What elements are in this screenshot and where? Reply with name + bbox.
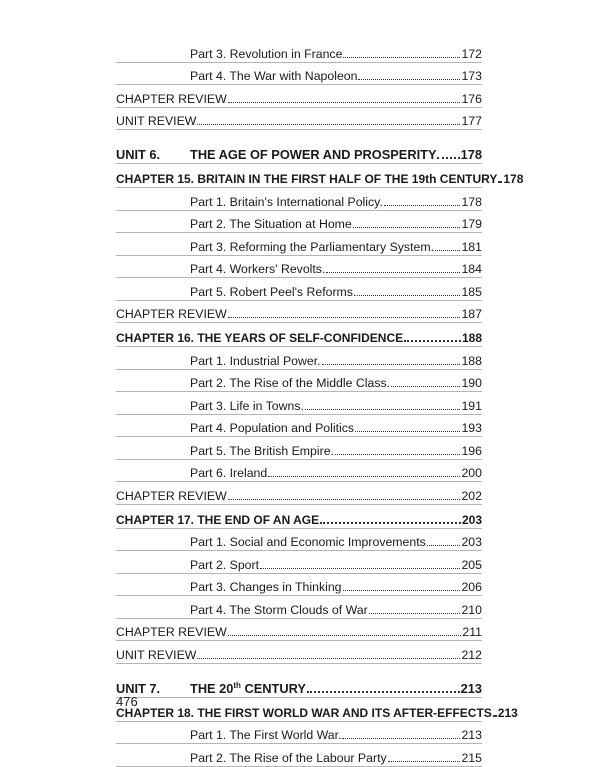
toc-entry-page: 181	[461, 239, 482, 254]
toc-entry-label: Part 1. Social and Economic Improvements	[190, 535, 426, 549]
toc-entry-page: 178	[461, 194, 482, 209]
leader-dots	[335, 453, 460, 455]
toc-entry-page: 202	[461, 488, 482, 503]
leader-dots	[307, 690, 460, 693]
toc-entry-label: CHAPTER REVIEW	[116, 307, 227, 321]
toc-entry-page: 206	[461, 580, 482, 594]
toc-entry-part	[116, 437, 482, 458]
toc-entry-page: 203	[461, 512, 482, 527]
toc-entry-review	[116, 301, 482, 322]
toc-entry-unit	[116, 138, 482, 162]
leader-dots	[268, 475, 460, 477]
toc-entry-label: Part 1. Industrial Power.	[190, 353, 321, 368]
toc-entry-label: Part 5. The British Empire.	[190, 443, 334, 458]
toc-entry-label: CHAPTER 18. THE FIRST WORLD WAR AND ITS AFTER-EFFECTS	[116, 705, 492, 720]
toc-entry-label: CHAPTER 17. THE END OF AN AGE	[116, 512, 320, 527]
toc-entry-part	[116, 233, 482, 254]
leader-dots	[305, 408, 461, 410]
toc-entry-label: Part 3. Changes in Thinking	[190, 580, 342, 594]
divider-line	[116, 766, 482, 767]
leader-dots	[343, 589, 461, 591]
toc-entry-label: CHAPTER REVIEW	[116, 488, 227, 503]
toc-entry-label: Part 3. Reforming the Parliamentary System.	[190, 239, 434, 254]
toc-entry-page: 184	[461, 262, 482, 276]
toc-entry-part	[116, 574, 482, 595]
leader-dots	[355, 430, 460, 432]
toc-entry-part	[116, 211, 482, 232]
toc-entry-page: 213	[497, 705, 518, 720]
leader-dots	[498, 180, 502, 183]
toc-entry-label: Part 2. The Rise of the Labour Party	[190, 750, 387, 765]
toc-entry-page: 205	[461, 557, 482, 572]
toc-entry-page: 210	[461, 602, 482, 617]
leader-dots	[228, 316, 461, 318]
toc-entry-review	[116, 641, 482, 662]
toc-entry-chapter	[116, 505, 482, 527]
toc-entry-part	[116, 188, 482, 209]
leader-dots	[260, 567, 460, 569]
toc-entry-page: 212	[461, 647, 482, 662]
toc-entry-label: Part 4. The Storm Clouds of War	[190, 602, 368, 617]
divider-line	[116, 129, 482, 130]
toc-unit-number: UNIT 6.	[116, 147, 161, 162]
leader-dots	[391, 385, 460, 387]
page-number: 476	[116, 694, 138, 709]
toc-entry-unit	[116, 672, 482, 696]
toc-entry-part	[116, 722, 482, 743]
toc-entry-part	[116, 415, 482, 436]
leader-dots	[320, 521, 461, 524]
toc-entry-page: 172	[461, 46, 482, 61]
leader-dots	[197, 657, 460, 659]
toc-entry-review	[116, 85, 482, 106]
leader-dots	[357, 294, 460, 296]
toc-entry-part	[116, 278, 482, 299]
toc-entry-page: 185	[461, 284, 482, 299]
toc-entry-page: 176	[461, 91, 482, 106]
leader-dots	[435, 249, 460, 251]
toc-entry-page: 188	[461, 331, 482, 345]
toc-unit-number: UNIT 7.	[116, 680, 161, 696]
leader-dots	[343, 56, 460, 58]
leader-dots	[493, 714, 497, 717]
toc-entry-page: 188	[461, 353, 482, 368]
toc-entry-page: 178	[503, 172, 524, 186]
toc-entry-label: Part 5. Robert Peel's Reforms.	[190, 284, 357, 299]
divider-line	[116, 663, 482, 664]
leader-dots	[369, 612, 461, 614]
toc-entry-label: Part 4. Workers' Revolts.	[190, 262, 326, 276]
toc-entry-part	[116, 529, 482, 550]
toc-entry-page: 213	[461, 728, 482, 742]
toc-entry-part	[116, 370, 482, 391]
toc-entry-label: Part 2. Sport	[190, 557, 260, 572]
toc-entry-review	[116, 108, 482, 129]
leader-dots	[322, 363, 461, 365]
toc-entry-page: 215	[461, 750, 482, 765]
toc-entry-page: 213	[460, 680, 482, 696]
leader-dots	[388, 760, 461, 762]
toc-entry-label: Part 4. The War with Napoleon	[190, 69, 358, 83]
leader-dots	[358, 78, 460, 80]
toc-entry-label: CHAPTER 15. BRITAIN IN THE FIRST HALF OF THE 19th CENTURY	[116, 172, 498, 186]
toc-entry-chapter	[116, 698, 518, 720]
toc-entry-label: UNIT REVIEW	[116, 647, 197, 662]
toc-entry-label: Part 3. Revolution in France	[190, 46, 343, 61]
toc-entry-label: THE 20th CENTURY	[190, 680, 306, 696]
toc-entry-label: Part 1. The First World War.	[190, 728, 342, 742]
toc-entry-part	[116, 63, 482, 84]
toc-entry-part	[116, 596, 482, 617]
toc-entry-review	[116, 482, 482, 503]
toc-entry-label: CHAPTER 16. THE YEARS OF SELF-CONFIDENCE	[116, 331, 404, 345]
toc-entry-review	[116, 619, 482, 640]
toc-entry-page: 193	[461, 421, 482, 435]
toc-entry-page: 187	[461, 307, 482, 321]
leader-dots	[228, 498, 461, 500]
toc-entry-page: 190	[461, 376, 482, 390]
leader-dots	[384, 204, 461, 206]
leader-dots	[404, 339, 461, 342]
toc-entry-page: 179	[461, 217, 482, 231]
toc-entry-label: UNIT REVIEW	[116, 114, 197, 128]
table-of-contents	[116, 40, 524, 767]
leader-dots	[342, 737, 460, 739]
toc-entry-part	[116, 347, 482, 368]
toc-entry-page: 191	[461, 398, 482, 413]
toc-entry-part	[116, 460, 482, 481]
toc-entry-part	[116, 40, 482, 61]
toc-entry-label: Part 4. Population and Politics	[190, 421, 355, 435]
toc-entry-label: Part 3. Life in Towns.	[190, 398, 304, 413]
leader-dots	[228, 101, 461, 103]
toc-entry-page: 177	[461, 114, 482, 128]
leader-dots	[437, 156, 459, 159]
toc-entry-chapter	[116, 164, 524, 186]
toc-entry-page: 178	[460, 147, 482, 162]
toc-entry-label: Part 2. The Rise of the Middle Class.	[190, 376, 391, 390]
toc-entry-page: 200	[461, 466, 482, 480]
leader-dots	[197, 123, 460, 125]
toc-entry-label: CHAPTER REVIEW	[116, 91, 227, 106]
toc-entry-page: 173	[461, 69, 482, 83]
toc-entry-page: 211	[462, 625, 482, 639]
leader-dots	[353, 226, 461, 228]
leader-dots	[326, 271, 460, 273]
toc-entry-part	[116, 744, 482, 765]
toc-entry-chapter	[116, 323, 482, 345]
toc-entry-label: Part 6. Ireland	[190, 466, 268, 480]
toc-entry-label: THE AGE OF POWER AND PROSPERITY	[190, 147, 437, 162]
leader-dots	[427, 544, 461, 546]
toc-entry-label: Part 1. Britain's International Policy.	[190, 194, 383, 209]
toc-entry-part	[116, 256, 482, 277]
leader-dots	[228, 634, 462, 636]
toc-entry-label: Part 2. The Situation at Home	[190, 217, 352, 231]
toc-entry-page: 203	[461, 535, 482, 549]
toc-entry-part	[116, 392, 482, 413]
toc-entry-page: 196	[461, 443, 482, 458]
toc-entry-part	[116, 551, 482, 572]
toc-entry-label: CHAPTER REVIEW	[116, 625, 227, 639]
